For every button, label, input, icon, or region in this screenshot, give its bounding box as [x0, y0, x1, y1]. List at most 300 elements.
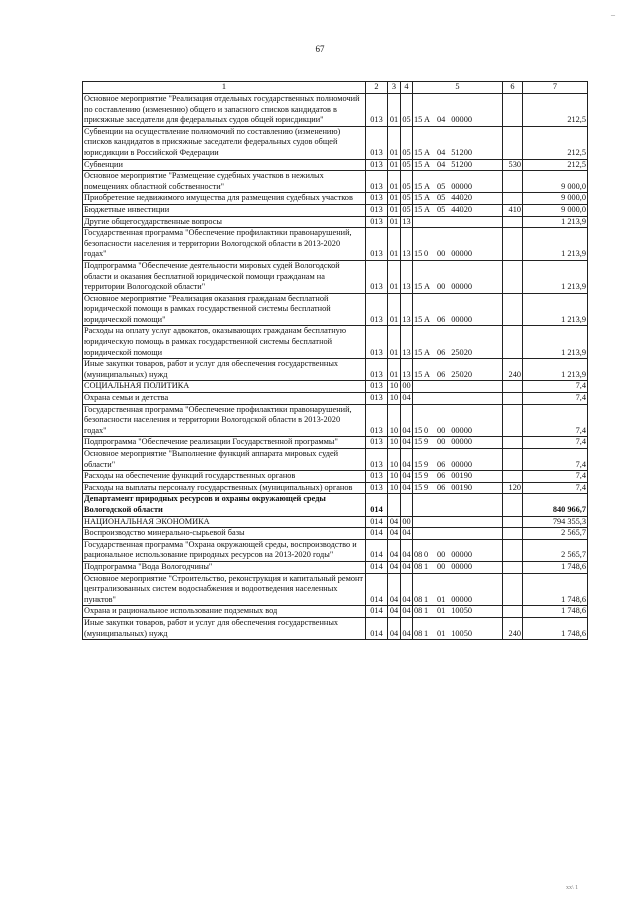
- code-part: 10050: [451, 606, 472, 616]
- row-sum: 1 748,6: [523, 606, 588, 618]
- row-grbs: 013: [366, 216, 388, 228]
- row-name: Подпрограмма "Вода Вологодчины": [83, 561, 366, 573]
- code-part: 0: [424, 249, 429, 259]
- row-grbs: 013: [366, 359, 388, 381]
- row-rz: 01: [388, 159, 401, 171]
- code-part: 15: [414, 147, 423, 157]
- row-grbs: 013: [366, 449, 388, 471]
- row-vr: [503, 126, 523, 159]
- row-grbs: 013: [366, 94, 388, 127]
- code-part: 00000: [451, 249, 472, 259]
- col-header-rz: 3: [388, 82, 401, 94]
- code-part: 00000: [451, 314, 472, 324]
- row-sum: 794 355,3: [523, 516, 588, 528]
- row-name: Государственная программа "Обеспечение профилактики правонарушений, безопасности населения и территории Вологодской области в 2013-2020 годах": [83, 228, 366, 261]
- code-part: 9: [424, 482, 429, 492]
- row-rz: 01: [388, 94, 401, 127]
- row-pr: 05: [401, 126, 413, 159]
- row-rz: 01: [388, 216, 401, 228]
- row-name: Государственная программа "Охрана окружающей среды, воспроизводство и рациональное использование природных ресурсов на 2013-2020 годы": [83, 539, 366, 561]
- code-part: 15: [414, 249, 423, 259]
- row-name: Воспроизводство минерально-сырьевой базы: [83, 528, 366, 540]
- row-name: Расходы на выплаты персоналу государственных (муниципальных) органов: [83, 482, 366, 494]
- row-vr: [503, 528, 523, 540]
- code-part: 08: [414, 606, 423, 616]
- code-part: 00000: [451, 561, 472, 571]
- row-sum: 7,4: [523, 381, 588, 393]
- row-target-code: [413, 359, 503, 381]
- row-grbs: 013: [366, 193, 388, 205]
- code-part: А: [424, 204, 430, 214]
- row-target-code: [413, 216, 503, 228]
- code-part: 25020: [451, 369, 472, 379]
- row-vr: 240: [503, 359, 523, 381]
- table-row: [83, 326, 588, 359]
- table-row: [83, 404, 588, 437]
- row-sum: 1 213,9: [523, 293, 588, 326]
- code-part: 00190: [451, 482, 472, 492]
- row-target-code: [413, 528, 503, 540]
- table-row: [83, 573, 588, 606]
- col-header-pr: 4: [401, 82, 413, 94]
- row-pr: 04: [401, 449, 413, 471]
- code-part: 15: [414, 437, 423, 447]
- row-grbs: 013: [366, 404, 388, 437]
- row-grbs: 013: [366, 381, 388, 393]
- code-part: 06: [437, 482, 446, 492]
- code-part: 15: [414, 314, 423, 324]
- row-target-code: [413, 159, 503, 171]
- row-vr: [503, 393, 523, 405]
- row-sum: 7,4: [523, 404, 588, 437]
- row-sum: 7,4: [523, 437, 588, 449]
- row-grbs: 013: [366, 293, 388, 326]
- row-sum: 7,4: [523, 482, 588, 494]
- row-pr: 13: [401, 260, 413, 293]
- row-rz: 04: [388, 516, 401, 528]
- code-part: 9: [424, 437, 429, 447]
- row-rz: 10: [388, 482, 401, 494]
- row-pr: 04: [401, 528, 413, 540]
- row-grbs: 014: [366, 528, 388, 540]
- code-part: 01: [437, 606, 446, 616]
- row-rz: 04: [388, 539, 401, 561]
- code-part: А: [424, 314, 430, 324]
- row-pr: 04: [401, 482, 413, 494]
- code-part: 08: [414, 561, 423, 571]
- row-vr: [503, 449, 523, 471]
- code-part: 00000: [451, 181, 472, 191]
- row-grbs: 014: [366, 539, 388, 561]
- row-grbs: 013: [366, 171, 388, 193]
- table-row: [83, 471, 588, 483]
- row-vr: [503, 494, 523, 516]
- row-pr: 05: [401, 204, 413, 216]
- row-sum: 212,5: [523, 159, 588, 171]
- code-part: 1: [424, 606, 429, 616]
- code-part: 08: [414, 594, 423, 604]
- code-part: 00000: [451, 437, 472, 447]
- col-header-cs: 5: [413, 82, 503, 94]
- code-part: 15: [414, 193, 423, 203]
- row-target-code: [413, 561, 503, 573]
- row-name: Другие общегосударственные вопросы: [83, 216, 366, 228]
- code-part: 04: [437, 159, 446, 169]
- row-grbs: 014: [366, 617, 388, 639]
- row-grbs: 014: [366, 494, 388, 516]
- table-row: [83, 494, 588, 516]
- table-row: [83, 393, 588, 405]
- row-target-code: [413, 204, 503, 216]
- code-part: 01: [437, 594, 446, 604]
- row-grbs: 014: [366, 606, 388, 618]
- table-row: [83, 293, 588, 326]
- table-row: [83, 159, 588, 171]
- code-part: 15: [414, 159, 423, 169]
- row-rz: 01: [388, 326, 401, 359]
- code-part: 15: [414, 282, 423, 292]
- row-sum: 1 213,9: [523, 359, 588, 381]
- row-sum: 1 213,9: [523, 260, 588, 293]
- row-name: Расходы на оплату услуг адвокатов, оказывающих гражданам бесплатную юридическую помощь в рамках государственной системы бесплатной юридической помощи: [83, 326, 366, 359]
- row-sum: 1 213,9: [523, 228, 588, 261]
- table-row: [83, 449, 588, 471]
- table-body: [83, 82, 588, 640]
- code-part: 1: [424, 628, 429, 638]
- row-name: НАЦИОНАЛЬНАЯ ЭКОНОМИКА: [83, 516, 366, 528]
- code-part: 44020: [451, 204, 472, 214]
- code-part: А: [424, 193, 430, 203]
- code-part: 00: [437, 249, 446, 259]
- row-sum: 9 000,0: [523, 171, 588, 193]
- table-row: [83, 228, 588, 261]
- row-rz: 10: [388, 393, 401, 405]
- row-sum: 1 213,9: [523, 216, 588, 228]
- code-part: 0: [424, 425, 429, 435]
- footer-mark: хх\ 1: [566, 885, 579, 891]
- row-target-code: [413, 193, 503, 205]
- table-row: [83, 126, 588, 159]
- col-header-name: 1: [83, 82, 366, 94]
- row-target-code: [413, 94, 503, 127]
- code-part: 15: [414, 369, 423, 379]
- row-pr: 13: [401, 326, 413, 359]
- row-vr: [503, 94, 523, 127]
- row-sum: 1 748,6: [523, 573, 588, 606]
- row-grbs: 013: [366, 204, 388, 216]
- row-target-code: [413, 293, 503, 326]
- table-row: [83, 381, 588, 393]
- row-grbs: 014: [366, 573, 388, 606]
- row-target-code: [413, 393, 503, 405]
- row-name: Основное мероприятие "Выполнение функций аппарата мировых судей области": [83, 449, 366, 471]
- row-target-code: [413, 260, 503, 293]
- code-part: 00: [437, 550, 446, 560]
- row-vr: 530: [503, 159, 523, 171]
- row-vr: 120: [503, 482, 523, 494]
- code-part: 1: [424, 594, 429, 604]
- code-part: А: [424, 282, 430, 292]
- row-grbs: 013: [366, 126, 388, 159]
- code-part: 0: [424, 550, 429, 560]
- row-rz: 10: [388, 471, 401, 483]
- row-vr: [503, 293, 523, 326]
- row-name: Основное мероприятие "Реализация оказания гражданам бесплатной юридической помощи в рамках государственной системы бесплатной юридической помощи": [83, 293, 366, 326]
- row-sum: 212,5: [523, 94, 588, 127]
- row-rz: 01: [388, 171, 401, 193]
- row-pr: 00: [401, 516, 413, 528]
- table-row: [83, 204, 588, 216]
- row-vr: [503, 216, 523, 228]
- code-part: 00: [437, 437, 446, 447]
- row-pr: 04: [401, 606, 413, 618]
- row-pr: 13: [401, 216, 413, 228]
- row-pr: [401, 494, 413, 516]
- col-header-sum: 7: [523, 82, 588, 94]
- row-pr: 00: [401, 381, 413, 393]
- row-vr: [503, 573, 523, 606]
- row-grbs: 014: [366, 516, 388, 528]
- row-sum: 1 748,6: [523, 561, 588, 573]
- code-part: 06: [437, 369, 446, 379]
- row-pr: 13: [401, 228, 413, 261]
- row-sum: 9 000,0: [523, 204, 588, 216]
- row-pr: 05: [401, 171, 413, 193]
- row-vr: [503, 260, 523, 293]
- row-name: Департамент природных ресурсов и охраны окружающей среды Вологодской области: [83, 494, 366, 516]
- row-rz: 01: [388, 126, 401, 159]
- row-target-code: [413, 471, 503, 483]
- row-rz: 04: [388, 606, 401, 618]
- table-row: [83, 482, 588, 494]
- row-grbs: 014: [366, 561, 388, 573]
- code-part: 15: [414, 471, 423, 481]
- table-row: [83, 437, 588, 449]
- code-part: 06: [437, 314, 446, 324]
- table-row: [83, 260, 588, 293]
- table-row: [83, 539, 588, 561]
- row-pr: 04: [401, 573, 413, 606]
- row-target-code: [413, 171, 503, 193]
- row-grbs: 013: [366, 326, 388, 359]
- row-sum: 9 000,0: [523, 193, 588, 205]
- table-row: [83, 216, 588, 228]
- code-part: А: [424, 115, 430, 125]
- row-target-code: [413, 606, 503, 618]
- row-rz: 04: [388, 573, 401, 606]
- row-sum: 2 565,7: [523, 528, 588, 540]
- row-rz: 10: [388, 437, 401, 449]
- row-vr: [503, 437, 523, 449]
- row-sum: 1 213,9: [523, 326, 588, 359]
- code-part: 15: [414, 425, 423, 435]
- code-part: 01: [437, 628, 446, 638]
- row-pr: 04: [401, 393, 413, 405]
- page-number: 67: [315, 44, 325, 54]
- row-target-code: [413, 228, 503, 261]
- row-pr: 04: [401, 561, 413, 573]
- code-part: 25020: [451, 347, 472, 357]
- code-part: 00190: [451, 471, 472, 481]
- table-row: [83, 528, 588, 540]
- code-part: 00: [437, 561, 446, 571]
- table-header-row: [83, 82, 588, 94]
- row-rz: 01: [388, 359, 401, 381]
- row-name: Основное мероприятие "Реализация отдельных государственных полномочий по составлению (изменению) общего и запасного списков кандидатов в присяжные заседатели для федеральных судов общей юрисдикции": [83, 94, 366, 127]
- row-sum: 7,4: [523, 393, 588, 405]
- row-grbs: 013: [366, 159, 388, 171]
- code-part: А: [424, 369, 430, 379]
- row-pr: 04: [401, 471, 413, 483]
- row-sum: 840 966,7: [523, 494, 588, 516]
- row-target-code: [413, 326, 503, 359]
- row-name: Основное мероприятие "Строительство, реконструкция и капитальный ремонт централизованных систем водоснабжения и водоотведения населенных пунктов": [83, 573, 366, 606]
- row-vr: 410: [503, 204, 523, 216]
- row-target-code: [413, 482, 503, 494]
- row-name: Иные закупки товаров, работ и услуг для обеспечения государственных (муниципальных) нужд: [83, 617, 366, 639]
- table-row: [83, 617, 588, 639]
- row-name: Охрана семьи и детства: [83, 393, 366, 405]
- code-part: 00000: [451, 425, 472, 435]
- row-sum: 212,5: [523, 126, 588, 159]
- code-part: 00000: [451, 115, 472, 125]
- row-rz: 01: [388, 204, 401, 216]
- code-part: 15: [414, 459, 423, 469]
- row-vr: [503, 516, 523, 528]
- row-target-code: [413, 617, 503, 639]
- row-vr: [503, 471, 523, 483]
- row-grbs: 013: [366, 393, 388, 405]
- code-part: 08: [414, 550, 423, 560]
- code-part: 05: [437, 193, 446, 203]
- row-vr: [503, 561, 523, 573]
- col-header-grbs: 2: [366, 82, 388, 94]
- table-row: [83, 193, 588, 205]
- row-rz: 01: [388, 193, 401, 205]
- row-rz: 10: [388, 404, 401, 437]
- code-part: 00: [437, 282, 446, 292]
- row-name: Иные закупки товаров, работ и услуг для обеспечения государственных (муниципальных) нужд: [83, 359, 366, 381]
- table-row: [83, 516, 588, 528]
- row-grbs: 013: [366, 437, 388, 449]
- row-vr: [503, 171, 523, 193]
- row-sum: 1 748,6: [523, 617, 588, 639]
- row-grbs: 013: [366, 260, 388, 293]
- code-part: 51200: [451, 159, 472, 169]
- row-target-code: [413, 573, 503, 606]
- code-part: А: [424, 159, 430, 169]
- row-vr: 240: [503, 617, 523, 639]
- row-rz: 04: [388, 561, 401, 573]
- table-row: [83, 171, 588, 193]
- row-target-code: [413, 381, 503, 393]
- code-part: 08: [414, 628, 423, 638]
- code-part: 1: [424, 561, 429, 571]
- code-part: 06: [437, 471, 446, 481]
- row-vr: [503, 606, 523, 618]
- code-part: 15: [414, 181, 423, 191]
- code-part: 04: [437, 115, 446, 125]
- row-name: Субвенции на осуществление полномочий по составлению (изменению) списков кандидатов в присяжные заседатели федеральных судов общей юрисдикции в Российской Федерации: [83, 126, 366, 159]
- code-part: 15: [414, 204, 423, 214]
- row-name: Охрана и рациональное использование подземных вод: [83, 606, 366, 618]
- row-grbs: 013: [366, 482, 388, 494]
- row-pr: 13: [401, 293, 413, 326]
- row-grbs: 013: [366, 471, 388, 483]
- row-name: СОЦИАЛЬНАЯ ПОЛИТИКА: [83, 381, 366, 393]
- code-part: 00000: [451, 282, 472, 292]
- row-rz: [388, 494, 401, 516]
- corner-mark: _: [611, 8, 615, 17]
- row-rz: 10: [388, 449, 401, 471]
- code-part: 44020: [451, 193, 472, 203]
- col-header-vr: 6: [503, 82, 523, 94]
- row-target-code: [413, 494, 503, 516]
- row-name: Основное мероприятие "Размещение судебных участков в нежилых помещениях областной собственности": [83, 171, 366, 193]
- row-pr: 04: [401, 437, 413, 449]
- code-part: 10050: [451, 628, 472, 638]
- code-part: А: [424, 181, 430, 191]
- row-vr: [503, 404, 523, 437]
- row-pr: 05: [401, 159, 413, 171]
- row-target-code: [413, 404, 503, 437]
- row-target-code: [413, 539, 503, 561]
- row-target-code: [413, 516, 503, 528]
- row-vr: [503, 193, 523, 205]
- table-row: [83, 606, 588, 618]
- row-rz: 01: [388, 260, 401, 293]
- row-sum: 2 565,7: [523, 539, 588, 561]
- code-part: 15: [414, 482, 423, 492]
- row-vr: [503, 381, 523, 393]
- row-pr: 04: [401, 404, 413, 437]
- code-part: 51200: [451, 147, 472, 157]
- row-vr: [503, 539, 523, 561]
- code-part: 06: [437, 347, 446, 357]
- row-name: Бюджетные инвестиции: [83, 204, 366, 216]
- code-part: 05: [437, 181, 446, 191]
- code-part: 00000: [451, 459, 472, 469]
- table-row: [83, 561, 588, 573]
- code-part: 04: [437, 147, 446, 157]
- row-target-code: [413, 126, 503, 159]
- row-name: Подпрограмма "Обеспечение реализации Государственной программы": [83, 437, 366, 449]
- row-name: Субвенции: [83, 159, 366, 171]
- row-rz: 04: [388, 617, 401, 639]
- row-sum: 7,4: [523, 449, 588, 471]
- row-pr: 04: [401, 539, 413, 561]
- row-pr: 04: [401, 617, 413, 639]
- row-vr: [503, 228, 523, 261]
- code-part: А: [424, 147, 430, 157]
- code-part: 00000: [451, 550, 472, 560]
- row-pr: 13: [401, 359, 413, 381]
- row-vr: [503, 326, 523, 359]
- row-grbs: 013: [366, 228, 388, 261]
- row-target-code: [413, 437, 503, 449]
- code-part: 15: [414, 347, 423, 357]
- row-name: Расходы на обеспечение функций государственных органов: [83, 471, 366, 483]
- row-rz: 01: [388, 228, 401, 261]
- row-rz: 01: [388, 293, 401, 326]
- row-sum: 7,4: [523, 471, 588, 483]
- code-part: 00000: [451, 594, 472, 604]
- row-name: Подпрограмма "Обеспечение деятельности мировых судей Вологодской области и оказания бесплатной юридической помощи гражданам на территории Вологодской области": [83, 260, 366, 293]
- code-part: 05: [437, 204, 446, 214]
- code-part: 00: [437, 425, 446, 435]
- row-name: Государственная программа "Обеспечение профилактики правонарушений, безопасности населения и территории Вологодской области в 2013-2020 годах": [83, 404, 366, 437]
- row-pr: 05: [401, 193, 413, 205]
